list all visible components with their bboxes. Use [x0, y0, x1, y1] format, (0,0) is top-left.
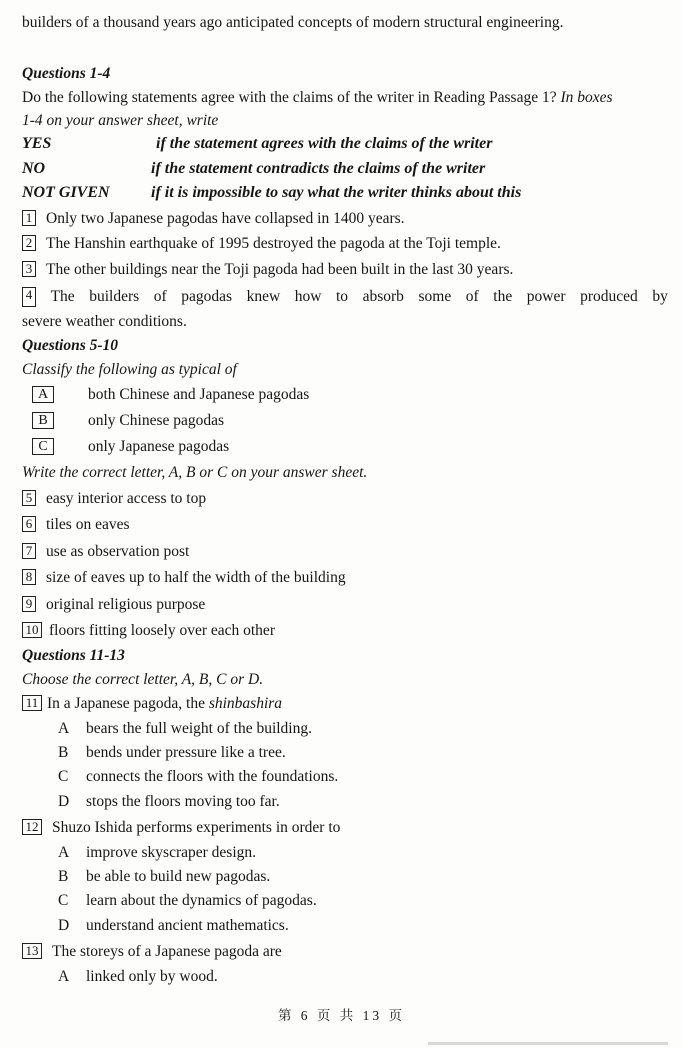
question-text: Only two Japanese pagodas have collapsed in 1400 years. [46, 210, 405, 227]
word: by [652, 288, 668, 305]
option-text: linked only by wood. [86, 968, 218, 985]
question-number-box: 12 [22, 819, 42, 835]
word: absorb [362, 288, 404, 305]
question-number-box: 2 [22, 235, 36, 251]
key-meaning-yes: if the statement agrees with the claims of the writer [156, 135, 493, 152]
instruction-text: Do the following statements agree with the claims of the writer in Reading Passage 1? [22, 89, 557, 106]
question-text: floors fitting loosely over each other [49, 622, 275, 639]
word: to [335, 288, 349, 305]
question-number-box: 8 [22, 569, 36, 585]
question-8 [22, 568, 346, 588]
option-letter: B [58, 868, 69, 885]
q13-option-a [58, 967, 218, 987]
option-letter-box: C [32, 438, 54, 455]
option-text: both Chinese and Japanese pagodas [88, 386, 310, 403]
question-12 [22, 818, 340, 838]
word: of [153, 288, 167, 305]
option-text: improve skyscraper design. [86, 844, 257, 861]
section3-heading: Questions 11-13 [22, 647, 125, 664]
question-4-continuation: severe weather conditions. [22, 313, 187, 330]
question-text: use as observation post [46, 543, 190, 560]
question-11 [22, 694, 282, 714]
section3-instruction: Choose the correct letter, A, B, C or D. [22, 671, 264, 688]
question-text: easy interior access to top [46, 490, 207, 507]
question-1 [22, 209, 405, 229]
question-number-box: 5 [22, 490, 36, 506]
page-footer: 第 6 页 共 13 页 [277, 1008, 406, 1023]
word: builders [89, 288, 140, 305]
option-letter: B [58, 744, 69, 761]
question-text: original religious purpose [46, 596, 206, 613]
option-text: bears the full weight of the building. [86, 720, 312, 737]
option-b [32, 411, 224, 431]
word: the [493, 288, 513, 305]
option-text: only Japanese pagodas [88, 438, 230, 455]
question-number-box: 6 [22, 516, 36, 532]
question-text: The Hanshin earthquake of 1995 destroyed the pagoda at the Toji temple. [46, 235, 501, 252]
word: produced [580, 288, 638, 305]
question-number-box: 1 [22, 210, 36, 226]
intro-line: builders of a thousand years ago anticipated concepts of modern structural engineering. [22, 14, 564, 31]
section1-heading: Questions 1-4 [22, 65, 111, 82]
option-text: learn about the dynamics of pagodas. [86, 892, 317, 909]
word: pagodas [181, 288, 233, 305]
question-stem: In a Japanese pagoda, the [47, 695, 205, 712]
q11-option-b [58, 743, 286, 763]
question-stem: The storeys of a Japanese pagoda are [52, 943, 282, 960]
question-text: size of eaves up to half the width of the building [46, 569, 346, 586]
key-term-no: NO [22, 160, 46, 177]
question-number-box: 7 [22, 543, 36, 559]
option-letter: C [58, 768, 69, 785]
scan-artifact [428, 1042, 668, 1045]
option-letter-box: A [32, 386, 54, 403]
question-2 [22, 234, 501, 254]
option-letter: C [58, 892, 69, 909]
question-text: tiles on eaves [46, 516, 130, 533]
option-text: only Chinese pagodas [88, 412, 225, 429]
option-letter: A [58, 720, 70, 737]
q11-option-d [58, 792, 280, 812]
question-6 [22, 515, 130, 535]
option-text: understand ancient mathematics. [86, 917, 289, 934]
q11-option-c [58, 767, 338, 787]
word: of [465, 288, 479, 305]
question-stem-italic: shinbashira [208, 695, 283, 712]
option-letter-box: B [32, 412, 54, 429]
key-term-yes: YES [22, 135, 52, 152]
question-stem: Shuzo Ishida performs experiments in order to [52, 819, 341, 836]
question-number-box: 10 [22, 622, 42, 638]
option-letter: D [58, 917, 70, 934]
question-number-box: 3 [22, 261, 36, 277]
section1-instruction-2: 1-4 on your answer sheet, write [22, 112, 219, 129]
question-number-box: 13 [22, 943, 42, 959]
question-13 [22, 942, 282, 962]
question-3 [22, 260, 513, 280]
section2-instruction: Classify the following as typical of [22, 361, 237, 378]
option-c [32, 437, 229, 457]
option-letter: A [58, 968, 70, 985]
option-text: bends under pressure like a tree. [86, 744, 286, 761]
word: knew [246, 288, 281, 305]
option-letter: A [58, 844, 70, 861]
question-10 [22, 621, 275, 641]
key-meaning-not-given: if it is impossible to say what the writer thinks about this [151, 184, 522, 201]
option-letter: D [58, 793, 70, 810]
word: The [50, 288, 75, 305]
option-a [32, 385, 309, 405]
question-text: The other buildings near the Toji pagoda had been built in the last 30 years. [46, 261, 514, 278]
section1-instruction-1 [22, 88, 613, 108]
section2-heading: Questions 5-10 [22, 337, 119, 354]
q12-option-d [58, 916, 289, 936]
key-term-not-given: NOT GIVEN [22, 184, 110, 201]
question-number-box: 11 [22, 695, 42, 711]
q11-option-a [58, 719, 312, 739]
section2-write-instruction: Write the correct letter, A, B or C on your answer sheet. [22, 464, 368, 481]
q12-option-b [58, 867, 270, 887]
question-5 [22, 489, 206, 509]
word: how [294, 288, 322, 305]
option-text: stops the floors moving too far. [86, 793, 280, 810]
question-number-box: 4 [22, 287, 36, 307]
word: power [526, 288, 566, 305]
option-text: be able to build new pagodas. [86, 868, 271, 885]
word: some [418, 288, 452, 305]
key-meaning-no: if the statement contradicts the claims of the writer [151, 160, 486, 177]
question-4-line [22, 287, 668, 307]
q12-option-c [58, 891, 317, 911]
question-7 [22, 542, 189, 562]
option-text: connects the floors with the foundations. [86, 768, 339, 785]
question-9 [22, 595, 205, 615]
instruction-italic: In boxes [560, 89, 613, 106]
question-number-box: 9 [22, 596, 36, 612]
q12-option-a [58, 843, 256, 863]
